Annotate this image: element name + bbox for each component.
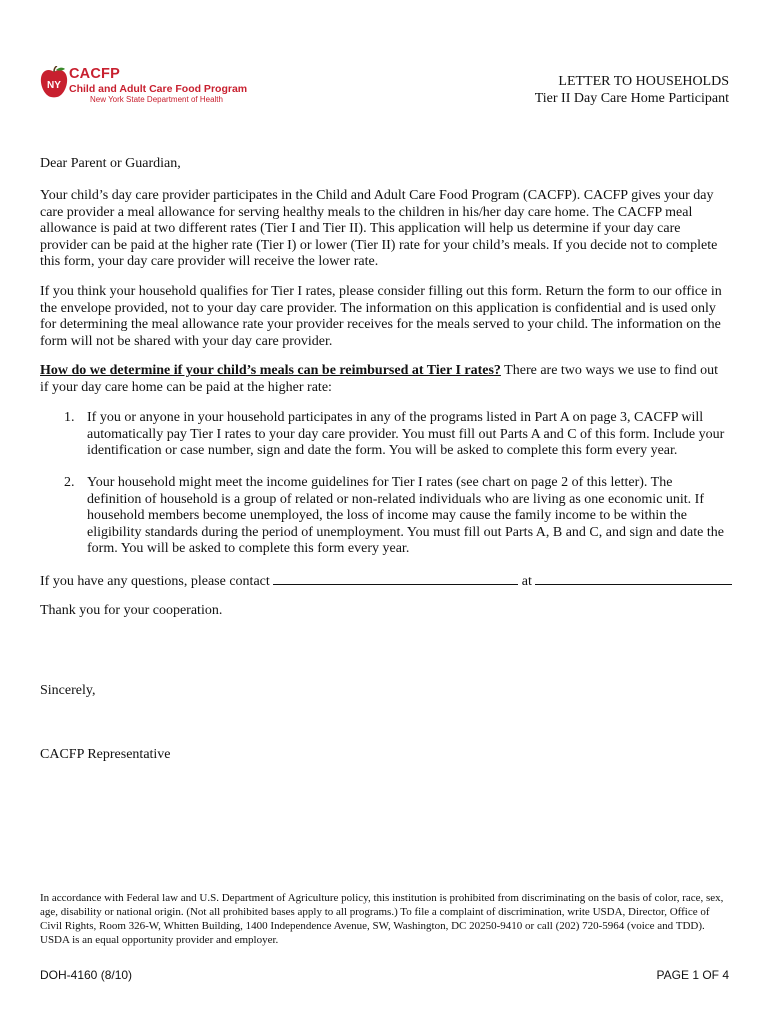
- list-item-text: If you or anyone in your household participates in any of the programs listed in Part A on page 3, CACFP will automatically pay Tier I rates to your day care provider. You must fill out Parts A and C of this form. Include your identification or case number, sign and date the form. You will be asked to complete this form every year.: [87, 410, 725, 458]
- list-item-number: 2.: [64, 475, 75, 490]
- list-item: [64, 475, 730, 558]
- list-item-number: 1.: [64, 410, 75, 425]
- letter-header: [535, 73, 729, 107]
- logo-abbreviation: CACFP: [69, 66, 120, 82]
- page-number: PAGE 1 OF 4: [656, 968, 729, 982]
- contact-phone-field[interactable]: [535, 571, 732, 585]
- contact-name-field[interactable]: [273, 571, 518, 585]
- letter-subtitle: Tier II Day Care Home Participant: [534, 91, 729, 106]
- question-heading: How do we determine if your child’s meals can be reimbursed at Tier I rates?: [40, 363, 501, 378]
- nondiscrimination-notice: In accordance with Federal law and U.S. Department of Agriculture policy, this institution is prohibited from discriminating on the basis of color, race, sex, age, disability or national origin. (Not all prohibited bases apply to all programs.) To file a complaint of discrimination, write USDA, Director, Office of Civil Rights, Room 326-W, Whitten Building, 1400 Independence Avenue, SW, Washington, DC 20250-9410 or call (202) 720-5964 (voice and TDD). USDA is an equal opportunity provider and employer.: [40, 892, 724, 946]
- logo-department: New York State Department of Health: [90, 95, 223, 104]
- apple-icon: [39, 66, 69, 100]
- question-followup: There are two ways we use to find out if your day care home can be paid at the higher rate:: [40, 363, 719, 395]
- logo-badge-text: NY: [47, 80, 61, 91]
- contact-line: [40, 571, 730, 591]
- thanks-line: Thank you for your cooperation.: [40, 603, 223, 618]
- paragraph-question: [40, 363, 730, 396]
- cacfp-logo: [39, 66, 259, 106]
- contact-at: at: [518, 574, 536, 589]
- list-item: [64, 410, 730, 460]
- list-item-text: Your household might meet the income guidelines for Tier I rates (see chart on page 2 of this letter). The definition of household is a group of related or non-related individuals who are living as one economic unit. If household members become unemployed, the loss of income may cause the family income to be within the eligibility standards during the period of unemployment. You must fill out Parts A, B and C, and sign and date the form. You will be asked to complete this form every year.: [87, 475, 724, 556]
- paragraph-intro: Your child’s day care provider participates in the Child and Adult Care Food Program (CACFP). CACFP gives your day care provider a meal allowance for serving healthy meals to the children in his/her day care home. The CACFP meal allowance is paid at two different rates (Tier I and Tier II). This application will help us determine if your day care provider can be paid at the higher rate (Tier I) or lower (Tier II) rate for your child’s meals. If you decide not to complete this form, your day care provider will receive the lower rate.: [40, 188, 718, 269]
- logo-program-name: Child and Adult Care Food Program: [69, 83, 248, 95]
- contact-prefix: If you have any questions, please contact: [40, 574, 274, 589]
- letter-title: LETTER TO HOUSEHOLDS: [558, 74, 729, 89]
- form-id: DOH-4160 (8/10): [40, 968, 133, 982]
- salutation: Dear Parent or Guardian,: [40, 156, 181, 171]
- closing: Sincerely,: [40, 683, 96, 698]
- signature: CACFP Representative: [40, 747, 171, 762]
- paragraph-qualify: If you think your household qualifies for Tier I rates, please consider filling out this form. Return the form to our office in the envelope provided, not to your day care provider. The information on this application is confidential and is used only for determining the meal allowance rate your provider receives for the meals served to your child. The information on the form will not be shared with your day care provider.: [40, 284, 722, 349]
